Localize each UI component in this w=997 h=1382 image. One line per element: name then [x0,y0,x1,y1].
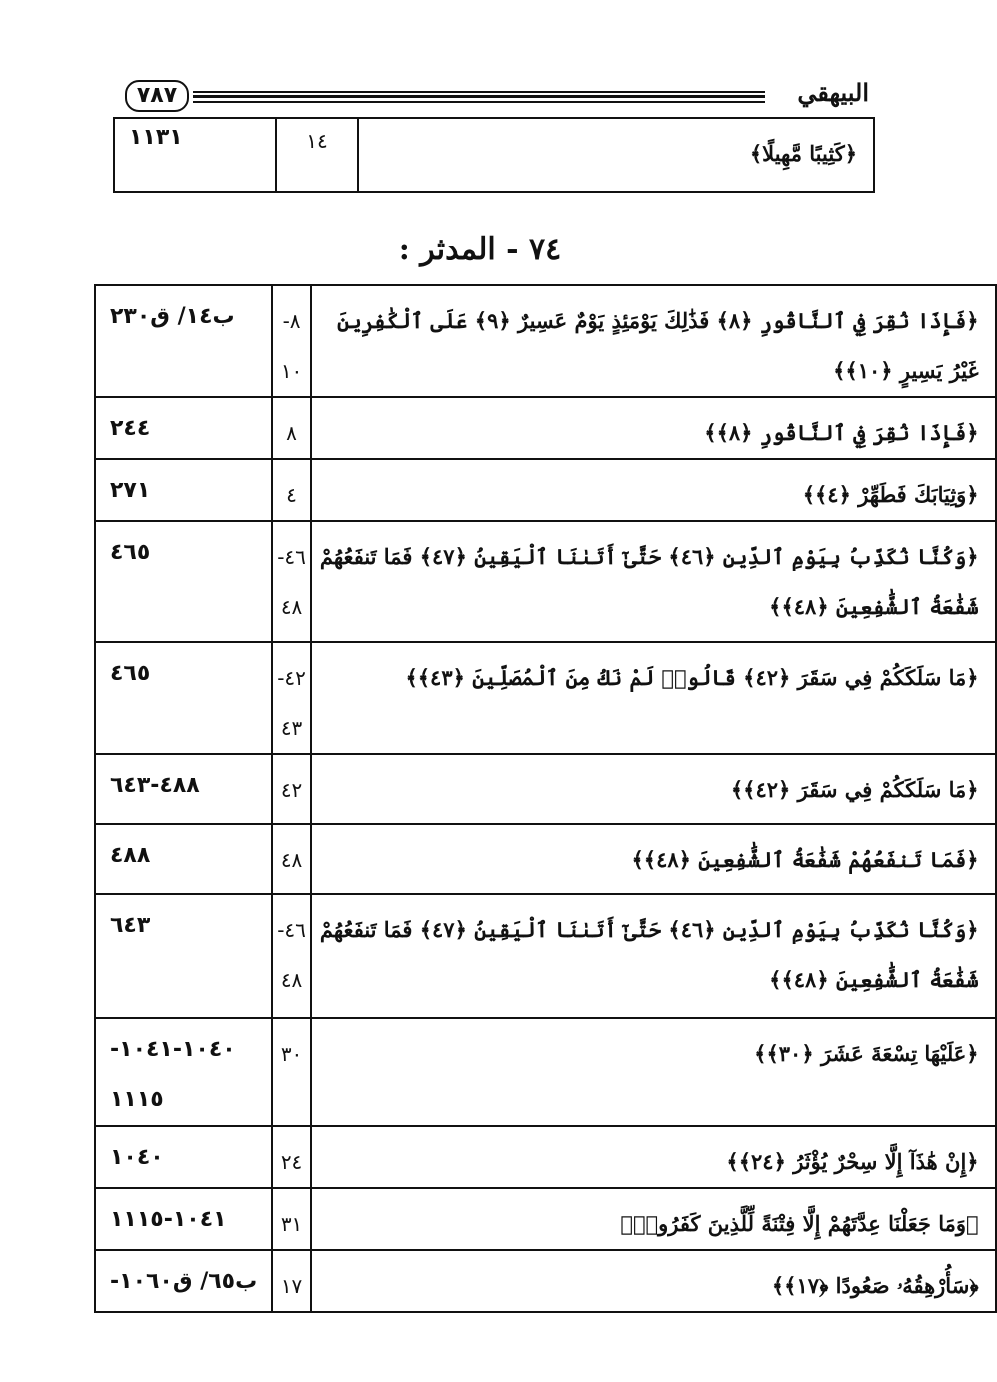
index-table [94,284,997,1313]
verse-line: ﴿وَكُنَّا نُكَذِّبُ بِيَوْمِ ٱلدِّينِ ﴿٤٦﴾ حَتَّىٰٓ أَتَىٰنَا ٱلْيَقِينُ ﴿٤٧﴾ فَمَا تَنفَعُهُمْ [319,544,979,569]
verse-line: ﴿عَلَيْهَا تِسْعَةَ عَشَرَ ﴿٣٠﴾﴾ [754,1041,979,1066]
ayah-number: ٢٤ [280,1150,303,1174]
table-row [95,1188,996,1250]
ayah-number: ٨ [286,421,297,445]
reference-cell [95,285,272,397]
reference-cell [95,754,272,824]
table-row [95,397,996,459]
verse-line: ﴿وَمَا جَعَلْنَا عِدَّتَهُمْ إِلَّا فِتْنَةً لِّلَّذِينَ كَفَرُوا۟﴾ [620,1211,979,1236]
verse-line: ﴿وَثِيَابَكَ فَطَهِّرْ ﴿٤﴾﴾ [802,482,979,507]
ayah-number: ٤٨ [280,848,303,872]
verse-line: شَفَٰعَةُ ٱلشَّٰفِعِينَ ﴿٤٨﴾﴾ [769,967,979,992]
ayah-cell [272,824,311,894]
ayah-cell [272,397,311,459]
verse-cell [311,1018,996,1126]
ayah-cell [276,118,358,192]
verse-line: ﴿فَإِذَا نُقِرَ فِي ٱلنَّاقُورِ ﴿٨﴾ فَذَٰلِكَ يَوْمَئِذٍ يَوْمٌ عَسِيرٌ ﴿٩﴾ عَلَى ٱلْكَٰفِرِينَ [337,308,979,333]
verse-cell [311,824,996,894]
ayah-number: ٤٨ [280,595,303,619]
reference-number: ٤٦٥ [110,540,151,565]
table-row [95,894,996,1018]
table-row [95,754,996,824]
table-row [95,285,996,397]
ayah-cell [272,754,311,824]
verse-cell [311,894,996,1018]
verse-line: ﴿إِنْ هَٰذَآ إِلَّا سِحْرٌ يُؤْثَرُ ﴿٢٤﴾﴾ [726,1149,979,1174]
ayah-cell [272,459,311,521]
verse-cell [311,285,996,397]
reference-cell [114,118,276,192]
ayah-cell [272,894,311,1018]
reference-number: ٢٤٤ [110,416,151,441]
reference-number: ب٦٥/ ق١٠٦٠- [110,1269,258,1294]
table-row [95,1018,996,1126]
table-row [95,1250,996,1312]
header-rule [193,95,765,98]
reference-number: ٤٨٨ [110,843,151,868]
ayah-number: ٤٢- [277,666,306,690]
verse-cell [311,1250,996,1312]
verse-line: ﴿وَكُنَّا نُكَذِّبُ بِيَوْمِ ٱلدِّينِ ﴿٤٦﴾ حَتَّىٰٓ أَتَىٰنَا ٱلْيَقِينُ ﴿٤٧﴾ فَمَا تَنفَعُهُمْ [319,917,979,942]
reference-number: ١٠٤٠-١٠٤١- [110,1037,236,1062]
ayah-number: ١٠ [280,359,303,383]
reference-number: ١١١٥ [110,1087,164,1112]
table-row [114,118,874,192]
ayah-number: ٣٠ [280,1042,303,1066]
reference-cell [95,459,272,521]
ayah-number: ٤ [286,483,297,507]
reference-cell [95,397,272,459]
table-row [95,521,996,642]
ayah-cell [272,1188,311,1250]
surah-heading: ٧٤ - المدثر : [398,232,562,267]
ayah-cell [272,285,311,397]
verse-line: ﴿كَثِيبًا مَّهِيلًا﴾ [749,141,857,166]
verse-cell [358,118,874,192]
verse-line: ﴿فَإِذَا نُقِرَ فِي ٱلنَّاقُورِ ﴿٨﴾﴾ [704,420,979,445]
verse-line: غَيْرُ يَسِيرٍ ﴿١٠﴾﴾ [833,358,979,383]
ayah-number: ٤٣ [280,716,303,740]
verse-cell [311,1126,996,1188]
reference-number: ٦٤٣ [110,913,151,938]
ayah-number: ٤٢ [280,778,303,802]
ayah-number: ٤٦- [277,918,306,942]
reference-cell [95,521,272,642]
verse-line: ﴿مَا سَلَكَكُمْ فِي سَقَرَ ﴿٤٢﴾ قَالُوا۟ لَمْ نَكُ مِنَ ٱلْمُصَلِّينَ ﴿٤٣﴾﴾ [405,665,979,690]
continuation-table [113,117,875,193]
verse-line: ﴿فَمَا تَنفَعُهُمْ شَفَٰعَةُ ٱلشَّٰفِعِينَ ﴿٤٨﴾﴾ [631,847,979,872]
ayah-number: ١٤ [306,129,328,153]
reference-cell [95,824,272,894]
header-rule [193,91,765,93]
table-row [95,642,996,754]
reference-number: ١١٣١ [129,125,183,150]
ayah-cell [272,521,311,642]
table-row [95,824,996,894]
verse-line: ﴿مَا سَلَكَكُمْ فِي سَقَرَ ﴿٤٢﴾﴾ [730,777,979,802]
reference-number: ١٠٤١-١١١٥ [110,1207,227,1232]
reference-cell [95,1188,272,1250]
ayah-cell [272,642,311,754]
verse-line: شَفَٰعَةُ ٱلشَّٰفِعِينَ ﴿٤٨﴾﴾ [769,594,979,619]
running-header [115,74,875,120]
reference-number: ب١٤/ ق٢٣٠ [110,304,235,329]
reference-cell [95,1126,272,1188]
verse-line: ﴿سَأُرْهِقُهُۥ صَعُودًا ﴿١٧﴾﴾ [771,1273,979,1298]
reference-number: ٤٨٨-٦٤٣ [110,773,200,798]
header-rule [193,101,765,103]
reference-number: ٢٧١ [110,478,151,503]
verse-cell [311,754,996,824]
verse-cell [311,521,996,642]
verse-cell [311,642,996,754]
verse-cell [311,459,996,521]
ayah-number: ٤٦- [277,545,306,569]
ayah-number: ٣١ [280,1212,303,1236]
reference-cell [95,1250,272,1312]
ayah-cell [272,1126,311,1188]
page-number: ٧٨٧ [125,80,189,112]
table-row [95,1126,996,1188]
ayah-cell [272,1250,311,1312]
book-title: البيهقي [797,78,869,107]
ayah-cell [272,1018,311,1126]
ayah-number: ٨- [282,309,301,333]
reference-number: ٤٦٥ [110,661,151,686]
verse-cell [311,397,996,459]
reference-cell [95,894,272,1018]
reference-cell [95,1018,272,1126]
table-row [95,459,996,521]
reference-cell [95,642,272,754]
ayah-number: ١٧ [280,1274,303,1298]
reference-number: ١٠٤٠ [110,1145,164,1170]
verse-cell [311,1188,996,1250]
ayah-number: ٤٨ [280,968,303,992]
